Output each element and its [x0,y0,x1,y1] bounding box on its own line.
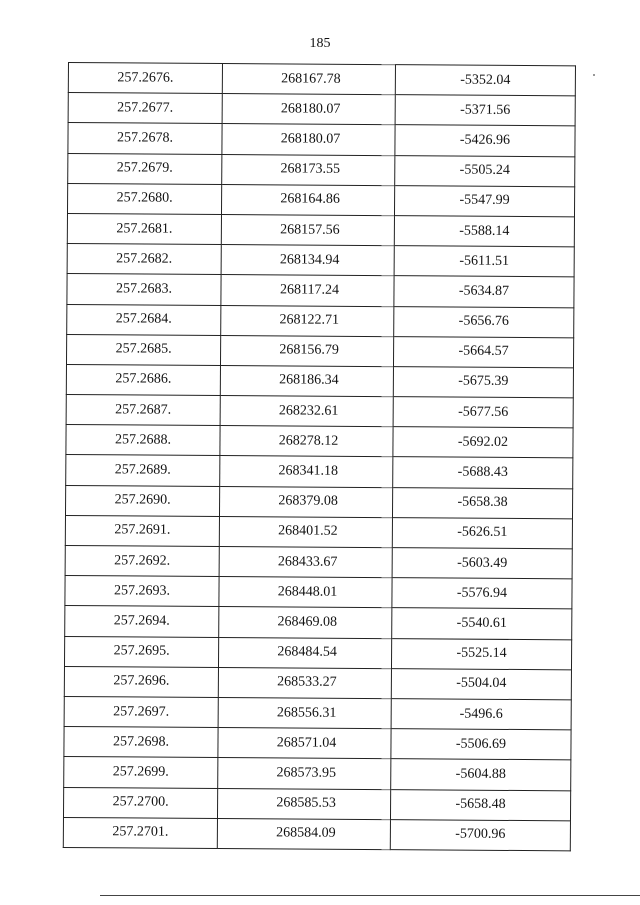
x-coordinate-cell-text: 268584.09 [276,825,336,842]
y-coordinate-cell [393,336,573,367]
y-coordinate-cell-text: -5675.39 [458,374,509,390]
y-coordinate-cell-text: -5496.6 [459,706,503,722]
table-row [65,606,572,640]
point-id-cell-text: 257.2684. [115,311,172,327]
x-coordinate-cell [218,697,391,728]
x-coordinate-cell-text: 268180.07 [280,131,341,147]
x-coordinate-cell [219,516,392,547]
x-coordinate-cell-text: 268533.27 [277,674,337,691]
y-coordinate-cell [393,397,573,428]
table-row [68,123,575,157]
x-coordinate-cell-text: 268134.94 [279,252,340,268]
table-row [67,213,574,247]
table-row [65,576,572,610]
point-id-cell-text: 257.2682. [116,251,173,267]
point-id-cell-text: 257.2687. [115,401,172,418]
x-coordinate-cell-text: 268122.71 [279,312,340,328]
table-row [68,63,575,97]
table-row [66,425,573,459]
point-id-cell [64,757,218,788]
x-coordinate-cell-text: 268484.54 [277,644,337,660]
y-coordinate-cell-text: -5700.96 [455,826,506,843]
y-coordinate-cell-text: -5506.69 [455,736,507,752]
table-row [64,757,571,791]
table-row [64,636,571,670]
y-coordinate-cell [392,548,572,579]
x-coordinate-cell [220,365,393,396]
x-coordinate-cell-text: 268167.78 [281,71,341,87]
point-id-cell [66,364,220,395]
y-coordinate-cell-text: -5371.56 [460,102,511,118]
table-row [65,485,572,519]
y-coordinate-cell-text: -5547.99 [459,192,510,209]
x-coordinate-cell [221,184,394,215]
y-coordinate-cell [393,457,573,488]
x-coordinate-cell [221,214,394,245]
x-coordinate-cell [220,456,393,487]
x-coordinate-cell-text: 268433.67 [277,553,338,570]
x-coordinate-cell [220,335,393,366]
x-coordinate-cell-text: 268278.12 [278,433,339,449]
x-coordinate-cell [222,124,395,155]
x-coordinate-cell [219,577,392,608]
point-id-cell [67,274,221,305]
point-id-cell [64,666,218,697]
point-id-cell [68,63,222,94]
point-id-cell-text: 257.2686. [115,371,172,388]
point-id-cell-text: 257.2699. [112,764,169,780]
y-coordinate-cell [390,819,570,850]
x-coordinate-cell [222,94,395,125]
point-id-cell-text: 257.2683. [115,281,173,297]
table-row [63,817,570,851]
coordinates-table-container [63,62,574,851]
table-row [66,455,573,489]
table-row [67,274,574,308]
point-id-cell-text: 257.2691. [114,522,171,539]
table-row [64,666,571,700]
x-coordinate-cell [217,788,390,819]
point-id-cell [65,576,219,607]
x-coordinate-cell-text: 268379.08 [278,493,338,510]
y-coordinate-cell-text: -5505.24 [459,162,510,179]
y-coordinate-cell-text: -5656.76 [458,313,509,330]
y-coordinate-cell [393,427,573,458]
y-coordinate-cell [395,125,575,156]
point-id-cell [63,787,217,818]
point-id-cell-text: 257.2678. [116,130,174,146]
y-coordinate-cell [394,246,574,277]
y-coordinate-cell-text: -5576.94 [456,585,508,601]
point-id-cell [68,123,222,154]
x-coordinate-cell-text: 268156.79 [279,342,339,359]
point-id-cell-text: 257.2701. [112,824,169,840]
point-id-cell [66,395,220,426]
y-coordinate-cell-text: -5540.61 [456,615,507,631]
x-coordinate-cell-text: 268573.95 [276,765,337,781]
x-coordinate-cell [222,154,395,185]
x-coordinate-cell-text: 268164.86 [280,191,340,208]
x-coordinate-cell [218,637,391,668]
point-id-cell [63,817,217,848]
point-id-cell-text: 257.2688. [114,432,172,448]
x-coordinate-cell-text: 268448.01 [277,584,338,600]
x-coordinate-cell-text: 268180.07 [280,101,341,117]
table-row [67,183,574,217]
page-number: 185 [309,36,331,51]
point-id-cell [68,93,222,124]
point-id-cell-text: 257.2694. [113,613,170,629]
x-coordinate-cell [218,667,391,698]
y-coordinate-cell [394,306,574,337]
x-coordinate-cell [221,245,394,276]
point-id-cell [65,545,219,576]
y-coordinate-cell-text: -5603.49 [457,555,508,571]
y-coordinate-cell [392,608,572,639]
y-coordinate-cell [391,638,571,669]
y-coordinate-cell [391,699,571,730]
x-coordinate-cell-text: 268157.56 [280,221,340,238]
y-coordinate-cell-text: -5688.43 [457,464,508,480]
y-coordinate-cell-text: -5634.87 [458,283,510,299]
x-coordinate-cell [219,486,392,517]
point-id-cell-text: 257.2679. [116,160,173,176]
point-id-cell-text: 257.2680. [116,190,173,207]
x-coordinate-cell [220,396,393,427]
y-coordinate-cell-text: -5664.57 [458,343,509,360]
y-coordinate-cell-text: -5588.14 [459,223,510,239]
point-id-cell-text: 257.2697. [113,703,170,720]
point-id-cell-text: 257.2689. [114,462,171,478]
point-id-cell-text: 257.2698. [112,734,170,750]
table-row [67,304,574,338]
coordinates-table [63,62,576,851]
point-id-cell [66,425,220,456]
x-coordinate-cell-text: 268186.34 [279,372,339,389]
y-coordinate-cell [392,517,572,548]
x-coordinate-cell-text: 268585.53 [276,795,336,811]
y-coordinate-cell [392,487,572,518]
point-id-cell [64,696,218,727]
point-id-cell-text: 257.2696. [113,673,170,690]
x-coordinate-cell-text: 268571.04 [276,735,337,751]
coordinates-table-body [63,63,575,851]
y-coordinate-cell-text: -5426.96 [459,132,511,148]
y-coordinate-cell-text: -5692.02 [457,434,509,450]
point-id-cell [66,455,220,486]
point-id-cell [65,606,219,637]
scan-speck [593,74,595,76]
x-coordinate-cell [220,426,393,457]
y-coordinate-cell [394,276,574,307]
y-coordinate-cell [395,155,575,186]
y-coordinate-cell-text: -5604.88 [455,766,506,782]
point-id-cell-text: 257.2676. [117,69,174,86]
point-id-cell-text: 257.2685. [115,341,172,357]
y-coordinate-cell-text: -5504.04 [456,675,507,692]
y-coordinate-cell-text: -5677.56 [458,404,509,420]
point-id-cell-text: 257.2695. [113,643,170,659]
x-coordinate-cell [219,547,392,578]
x-coordinate-cell [221,305,394,336]
table-row [65,545,572,579]
scan-bottom-edge [100,895,640,896]
table-row [66,364,573,398]
y-coordinate-cell [395,95,575,126]
y-coordinate-cell [393,367,573,398]
x-coordinate-cell-text: 268469.08 [277,614,338,630]
y-coordinate-cell [392,578,572,609]
table-row [65,515,572,549]
point-id-cell [64,727,218,758]
y-coordinate-cell-text: -5611.51 [459,253,510,269]
table-row [66,334,573,368]
point-id-cell-text: 257.2693. [113,583,171,599]
point-id-cell-text: 257.2677. [117,100,174,116]
table-row [68,153,575,187]
point-id-cell [67,304,221,335]
table-row [64,727,571,761]
x-coordinate-cell [222,64,395,95]
x-coordinate-cell-text: 268556.31 [276,704,337,721]
x-coordinate-cell [218,758,391,789]
x-coordinate-cell-text: 268117.24 [279,282,340,298]
x-coordinate-cell [219,607,392,638]
table-row [68,93,575,127]
point-id-cell-text: 257.2700. [112,794,169,810]
x-coordinate-cell-text: 268232.61 [278,403,339,419]
point-id-cell [67,244,221,275]
y-coordinate-cell-text: -5352.04 [460,72,511,88]
y-coordinate-cell-text: -5626.51 [457,524,508,541]
x-coordinate-cell [221,275,394,306]
y-coordinate-cell-text: -5658.48 [455,796,506,813]
y-coordinate-cell [394,185,574,216]
point-id-cell [68,153,222,184]
point-id-cell-text: 257.2681. [116,220,173,237]
point-id-cell [65,485,219,516]
x-coordinate-cell [217,818,390,849]
point-id-cell-text: 257.2692. [114,552,171,569]
y-coordinate-cell [391,729,571,760]
y-coordinate-cell [391,668,571,699]
y-coordinate-cell-text: -5658.38 [457,494,508,511]
y-coordinate-cell [391,759,571,790]
table-row [64,696,571,730]
point-id-cell [67,183,221,214]
y-coordinate-cell [394,216,574,247]
point-id-cell [65,515,219,546]
x-coordinate-cell [218,728,391,759]
x-coordinate-cell-text: 268341.18 [278,463,339,479]
table-row [66,395,573,429]
point-id-cell [67,213,221,244]
x-coordinate-cell-text: 268401.52 [278,523,338,540]
table-row [63,787,570,821]
point-id-cell [66,334,220,365]
y-coordinate-cell [390,789,570,820]
table-row [67,244,574,278]
y-coordinate-cell-text: -5525.14 [456,645,507,662]
point-id-cell [64,636,218,667]
y-coordinate-cell [395,65,575,96]
x-coordinate-cell-text: 268173.55 [280,161,341,177]
point-id-cell-text: 257.2690. [114,492,171,508]
